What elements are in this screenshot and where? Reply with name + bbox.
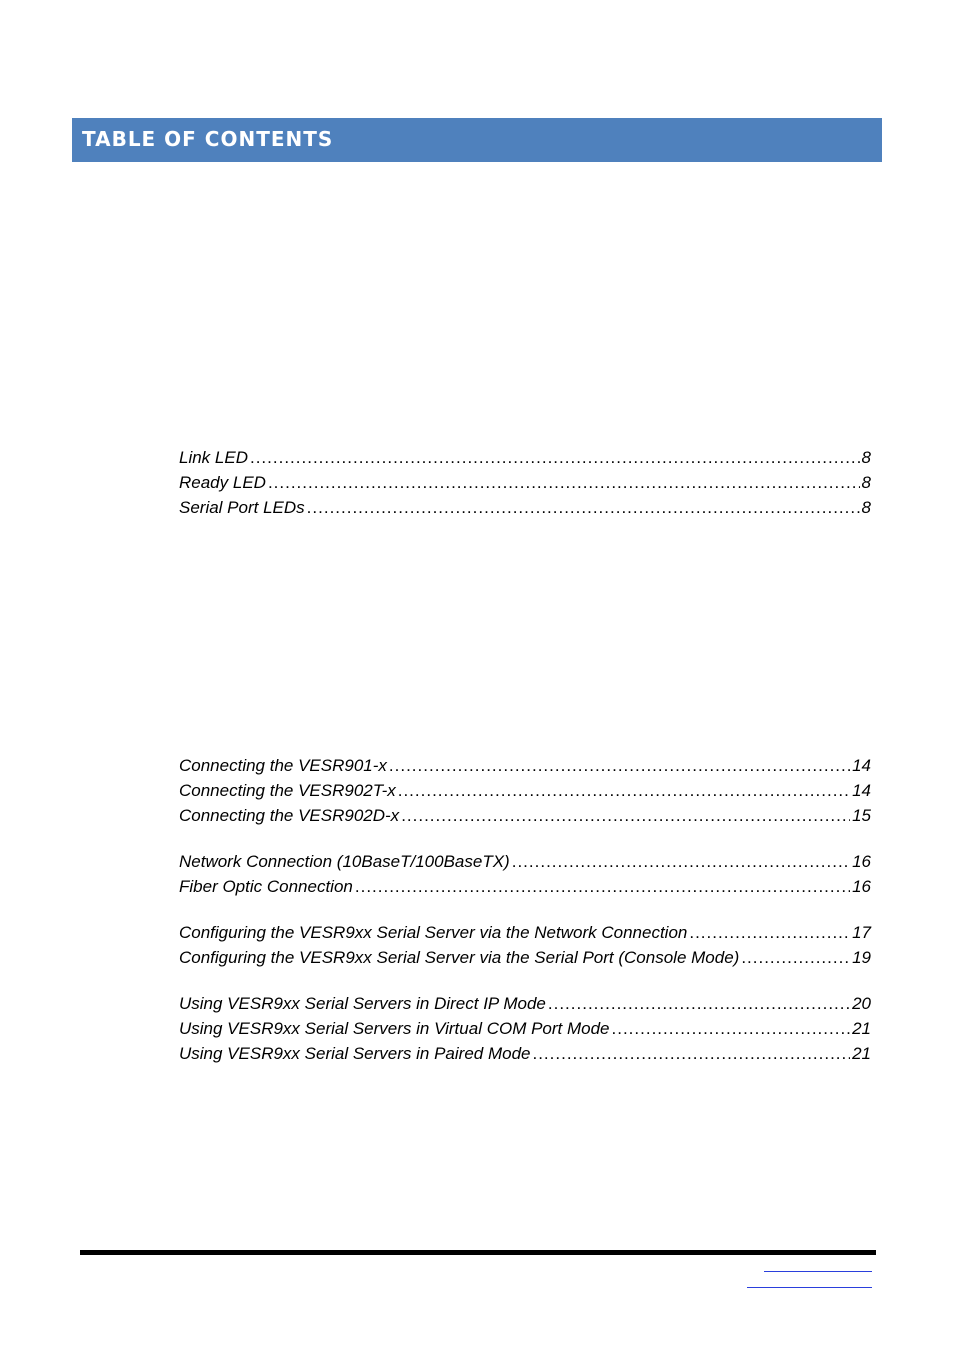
toc-entry-using-virtual-com[interactable] xyxy=(179,1016,871,1041)
toc-entry-title: Fiber Optic Connection xyxy=(179,877,353,896)
toc-entry-title: Serial Port LEDs xyxy=(179,498,305,517)
dot-leader xyxy=(389,753,850,778)
toc-entry-network-connection[interactable] xyxy=(179,849,871,874)
footer-rule xyxy=(80,1250,876,1255)
toc-entry-page: 15 xyxy=(852,806,871,825)
toc-entry-page: 21 xyxy=(852,1019,871,1038)
toc-entry-title: Configuring the VESR9xx Serial Server via the Serial Port (Console Mode) xyxy=(179,948,740,967)
toc-entry-title: Connecting the VESR902T-x xyxy=(179,781,396,800)
toc-entry-page: 8 xyxy=(861,473,871,492)
toc-entry-serial-port-leds[interactable] xyxy=(179,495,871,520)
toc-entry-fiber-optic-connection[interactable] xyxy=(179,874,871,899)
toc-entry-page: 16 xyxy=(852,852,871,871)
toc-entry-title: Ready LED xyxy=(179,473,266,492)
toc-entry-connecting-vesr902t[interactable] xyxy=(179,778,871,803)
dot-leader xyxy=(548,991,850,1016)
toc-group-configuring xyxy=(179,920,871,970)
toc-entry-connecting-vesr902d[interactable] xyxy=(179,803,871,828)
toc-header-bar xyxy=(72,118,882,162)
toc-entry-page: 19 xyxy=(852,948,871,967)
dot-leader xyxy=(398,778,850,803)
dot-leader xyxy=(532,1041,850,1066)
toc-entry-title: Network Connection (10BaseT/100BaseTX) xyxy=(179,852,510,871)
toc-entry-page: 17 xyxy=(852,923,871,942)
toc-entry-title: Using VESR9xx Serial Servers in Paired Mode xyxy=(179,1044,531,1063)
toc-entry-page: 14 xyxy=(852,781,871,800)
dot-leader xyxy=(512,849,850,874)
toc-entry-title: Using VESR9xx Serial Servers in Virtual COM Port Mode xyxy=(179,1019,610,1038)
dot-leader xyxy=(689,920,850,945)
toc-entry-title: Connecting the VESR902D-x xyxy=(179,806,400,825)
toc-entry-using-paired-mode[interactable] xyxy=(179,1041,871,1066)
toc-entry-page: 16 xyxy=(852,877,871,896)
toc-entry-ready-led[interactable] xyxy=(179,470,871,495)
toc-entry-page: 20 xyxy=(852,994,871,1013)
footer-link-underline[interactable] xyxy=(747,1287,872,1288)
toc-group-leds xyxy=(179,445,871,520)
dot-leader xyxy=(612,1016,851,1041)
toc-group-connecting xyxy=(179,753,871,828)
dot-leader xyxy=(268,470,860,495)
toc-entry-link-led[interactable] xyxy=(179,445,871,470)
dot-leader xyxy=(307,495,860,520)
dot-leader xyxy=(741,945,850,970)
toc-entry-config-serial-console[interactable] xyxy=(179,945,871,970)
toc-entry-config-network[interactable] xyxy=(179,920,871,945)
footer-link-underline[interactable] xyxy=(764,1271,872,1272)
dot-leader xyxy=(401,803,850,828)
toc-entry-page: 8 xyxy=(861,498,871,517)
toc-entry-title: Configuring the VESR9xx Serial Server via the Network Connection xyxy=(179,923,688,942)
toc-entry-page: 8 xyxy=(861,448,871,467)
dot-leader xyxy=(250,445,860,470)
toc-entry-title: Connecting the VESR901-x xyxy=(179,756,387,775)
dot-leader xyxy=(355,874,850,899)
toc-group-network xyxy=(179,849,871,899)
toc-entry-using-direct-ip[interactable] xyxy=(179,991,871,1016)
toc-entry-title: Using VESR9xx Serial Servers in Direct IP Mode xyxy=(179,994,546,1013)
toc-entry-page: 14 xyxy=(852,756,871,775)
toc-entry-title: Link LED xyxy=(179,448,248,467)
toc-group-using xyxy=(179,991,871,1066)
toc-entry-page: 21 xyxy=(852,1044,871,1063)
toc-entry-connecting-vesr901[interactable] xyxy=(179,753,871,778)
page-title: TABLE OF CONTENTS xyxy=(82,127,334,151)
